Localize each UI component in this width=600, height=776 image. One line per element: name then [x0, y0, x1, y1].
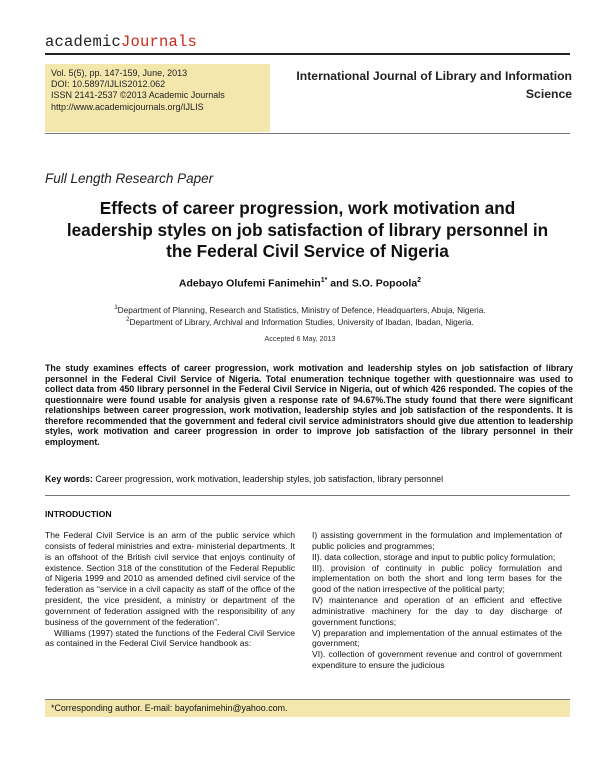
function-item: I) assisting government in the formulation and implementation of public policies and programmes; [312, 530, 562, 551]
logo-underline [45, 53, 570, 55]
journal-url-link[interactable]: http://www.academicjournals.org/IJLIS [51, 101, 204, 112]
keywords-label: Key words: [45, 474, 93, 484]
author-2-marker: 2 [417, 277, 422, 284]
left-column [45, 530, 295, 649]
citation-info-box [45, 64, 270, 132]
paper-title: Effects of career progression, work motivation and leadership styles on job satisfaction of library personnel in the Federal Civil Service of Nigeria [66, 198, 549, 261]
author-1-marker: 1* [320, 277, 328, 284]
corresponding-author-footnote: *Corresponding author. E-mail: bayofanimehin@yahoo.com. [45, 700, 570, 717]
affiliation-2-text: Department of Library, Archival and Information Studies, University of Ibadan, Ibadan, Nigeria. [129, 317, 474, 327]
paragraph: Williams (1997) stated the functions of the Federal Civil Service as contained in the Federal Civil Service handbook as: [45, 627, 295, 649]
function-item: VI). collection of government revenue and control of government expenditure to ensure the judicious [312, 649, 562, 671]
paragraph: The Federal Civil Service is an arm of the public service which consists of federal ministries and extra- ministerial departments. It is an offshoot of the British civil service that enjoys continuity of existence. Section 318 of the constitution of the Federal Republic of Nigeria 1999 and 2010 as amended defined civil service of the federation as “service in a civil capacity as staff of the office of the president, the vice president, a ministry or department of the government of federation assigned with the responsibility of any business of the government of the federation”. [45, 530, 295, 627]
function-item: II). data collection, storage and input to public policy formulation; [312, 551, 556, 562]
doi-info: DOI: 10.5897/IJLIS2012.062 [51, 79, 166, 90]
function-item: III). provision of continuity in public policy formulation and implementation on both the short and long term bases for the good of the nation irrespective of the political party; [312, 562, 562, 595]
logo-text-academic: academic [45, 33, 122, 51]
function-item: IV) maintenance and operation of an efficient and effective administrative machinery for the day to day discharge of government functions; [312, 595, 562, 627]
logo-text-journals: Journals [121, 33, 198, 51]
author-joiner: and [327, 277, 352, 290]
header-divider [45, 133, 570, 134]
affiliation-1 [0, 305, 600, 315]
abstract: The study examines effects of career progression, work motivation and leadership styles on job satisfaction of library personnel in the Federal Civil Service of Nigeria. Total enumeration technique together with questionnaire was used to collect data from 450 library personnel in the Federal Civil Service in Nigeria, out of which 426 responded. The copies of the questionnaire were found usable for analysis given a response rate of 94.67%.The study found that there were significant relationships between career progression, work motivation, leadership styles and job satisfaction of the respondents. It is therefore recommended that the government and federal civil service administrators should give due attention to leadership styles, work motivation and career progression in order to improve job satisfaction of the library personnel in their employment. [45, 363, 573, 447]
journal-title-line2: Science [525, 87, 572, 101]
paper-type: Full Length Research Paper [45, 171, 214, 186]
accepted-date: Accepted 6 May, 2013 [264, 334, 336, 343]
keywords-text: Career progression, work motivation, leadership styles, job satisfaction, library personnel [95, 474, 444, 484]
affiliation-2 [0, 317, 600, 327]
affiliation-1-marker: 1 [114, 305, 118, 312]
journal-title-line1: International Journal of Library and Information [296, 69, 572, 83]
journal-title [272, 67, 572, 103]
section-divider [45, 495, 570, 496]
affiliation-1-text: Department of Planning, Research and Statistics, Ministry of Defence, Headquarters, Abuja, Nigeria. [117, 305, 486, 315]
author-1: Adebayo Olufemi Fanimehin [178, 277, 321, 290]
keywords [45, 474, 443, 484]
volume-info: Vol. 5(5), pp. 147-159, June, 2013 [51, 68, 188, 78]
introduction-heading: INTRODUCTION [45, 509, 112, 519]
author-2: S.O. Popoola [351, 277, 418, 290]
function-item: V) preparation and implementation of the annual estimates of the government; [312, 627, 562, 649]
issn-info: ISSN 2141-2537 ©2013 Academic Journals [51, 90, 225, 101]
right-column [312, 530, 562, 671]
author-line [0, 277, 600, 290]
publisher-logo [45, 33, 197, 51]
affiliation-2-marker: 2 [126, 317, 130, 324]
